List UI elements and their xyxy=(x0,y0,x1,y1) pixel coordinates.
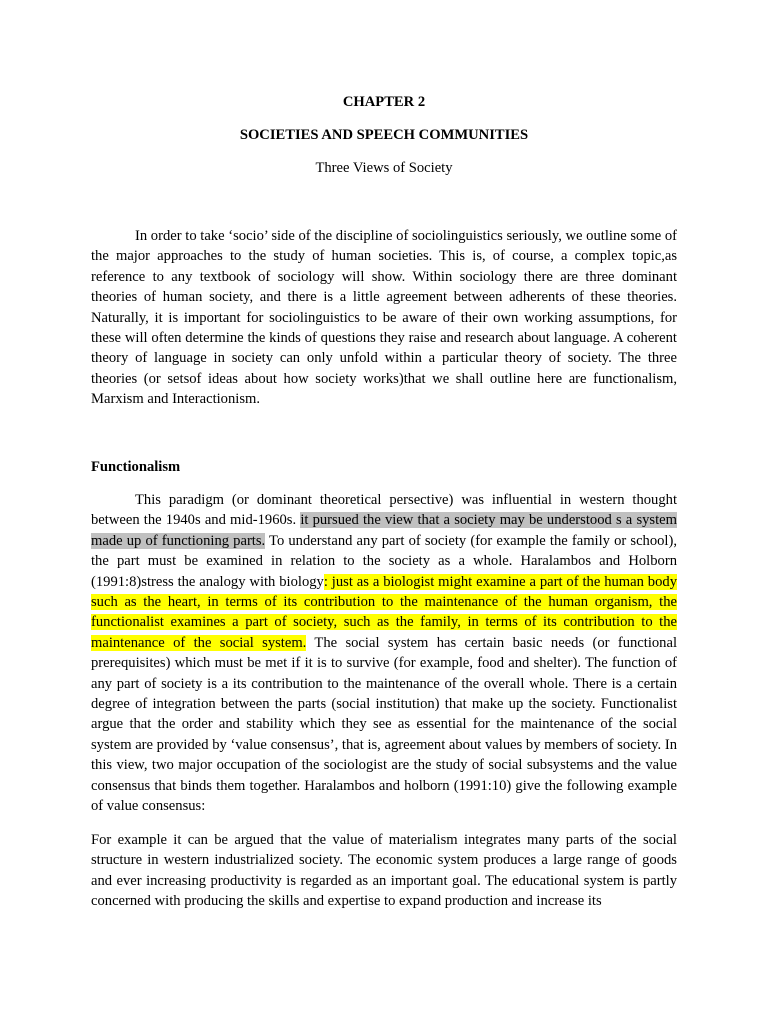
intro-paragraph: In order to take ‘socio’ side of the discipline of sociolinguistics seriously, we outline some of the major approaches to the study of human societies. This is, of course, a complex topic,as reference to any textbook of sociology will show. Within sociology there are three dominant theories of human society, and there is a little agreement between adherents of these theories. Naturally, it is important for sociolinguistics to be aware of their own working assumptions, for these will often determine the kinds of questions they raise and research about language. A coherent theory of language in society can only unfold within a particular theory of society. The three theories (or setsof ideas about how society works)that we shall outline here are functionalism, Marxism and Interactionism. xyxy=(91,228,677,408)
paragraph-text: To understand any part of society (for example the family or school), the part must be examined in relation to the society as a whole. Haralambos and Holborn (1991:8)stress the analogy with biology xyxy=(91,532,677,590)
chapter-subtitle: Three Views of Society xyxy=(315,160,453,176)
gray-highlighted-text: it pursued the view that a society may be understood s a system made up of functioning parts. xyxy=(91,512,677,549)
functionalism-paragraph xyxy=(91,490,677,817)
yellow-highlighted-text: : just as a biologist might examine a part of the human body such as the heart, in terms of its contribution to the maintenance of the human organism, the functionalist examines a part of society, such as the family, in terms of its contribution to the maintenance of the social system. xyxy=(91,573,677,651)
chapter-label: CHAPTER 2 xyxy=(342,94,426,110)
section-heading-functionalism: Functionalism xyxy=(91,459,181,475)
quote-paragraph: For example it can be argued that the value of materialism integrates many parts of the social structure in western industrialized society. The economic system produces a large range of goods and ever increasing productivity is regarded as an important goal. The educational system is partly concerned with producing the skills and expertise to expand production and increase its xyxy=(91,832,677,910)
paragraph-text: The social system has certain basic needs (or functional prerequisites) which must be met if it is to survive (for example, food and shelter). The function of any part of society is a its contribution to the maintenance of the overall whole. There is a certain degree of integration between the parts (social institution) that make up the society. Functionalist argue that the order and stability which they see as essential for the maintenance of the social system are provided by ‘value consensus’, that is, agreement about values by members of society. In this view, two major occupation of the sociologist are the study of social subsystems and the value consensus that binds them together. Haralambos and holborn (1991:10) give the following example of value consensus: xyxy=(91,634,678,815)
chapter-title: SOCIETIES AND SPEECH COMMUNITIES xyxy=(239,127,529,143)
paragraph-text: This paradigm (or dominant theoretical persective) was influential in western thought between the 1940s and mid-1960s. xyxy=(91,492,677,529)
